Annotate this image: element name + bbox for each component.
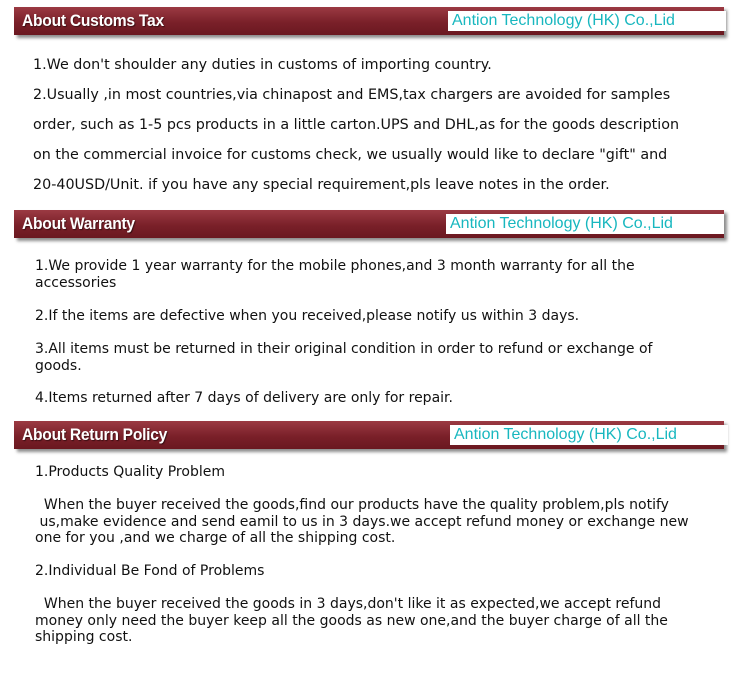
customs-line-3: order, such as 1-5 pcs products in a little carton.UPS and DHL,as for the goods description [33, 117, 680, 133]
return-heading-2: 2.Individual Be Fond of Problems [35, 563, 265, 579]
return-policy-title: About Return Policy [22, 425, 168, 444]
warranty-item-4: 4.Items returned after 7 days of delivery are only for repair. [35, 390, 453, 406]
customs-line-5: 20-40USD/Unit. if you have any special requirement,pls leave notes in the order. [33, 177, 610, 193]
return-policy-banner [14, 421, 724, 449]
warranty-item-1: 1.We provide 1 year warranty for the mobile phones,and 3 month warranty for all the [35, 258, 635, 274]
customs-tax-title: About Customs Tax [22, 11, 164, 30]
warranty-item-3: 3.All items must be returned in their original condition in order to refund or exchange of [35, 341, 653, 357]
return-line-6: shipping cost. [35, 629, 133, 645]
customs-tax-banner [14, 7, 724, 35]
return-line-5: money only need the buyer keep all the goods as new one,and the buyer charge of all the [35, 613, 668, 629]
customs-line-4: on the commercial invoice for customs check, we usually would like to declare "gift" and [33, 147, 668, 163]
customs-line-1: 1.We don't shoulder any duties in customs of importing country. [33, 57, 492, 73]
return-line-4: When the buyer received the goods in 3 days,don't like it as expected,we accept refund [35, 596, 662, 612]
customs-line-2: 2.Usually ,in most countries,via chinapost and EMS,tax chargers are avoided for samples [33, 87, 671, 103]
return-heading-1: 1.Products Quality Problem [35, 464, 225, 480]
warranty-title: About Warranty [22, 214, 135, 233]
return-line-3: one for you ,and we charge of all the shipping cost. [35, 530, 396, 546]
warranty-item-1-cont: accessories [35, 275, 117, 291]
return-line-1: When the buyer received the goods,find our products have the quality problem,pls notify [35, 497, 669, 513]
return-line-2: us,make evidence and send eamil to us in 3 days.we accept refund money or exchange new [35, 514, 689, 530]
warranty-item-2: 2.If the items are defective when you received,please notify us within 3 days. [35, 308, 580, 324]
customs-company-label: Antion Technology (HK) Co.,Lid [448, 11, 726, 31]
warranty-company-label: Antion Technology (HK) Co.,Lid [446, 214, 724, 234]
warranty-banner [14, 210, 724, 238]
warranty-item-3-cont: goods. [35, 358, 82, 374]
return-company-label: Antion Technology (HK) Co.,Lid [450, 425, 728, 445]
